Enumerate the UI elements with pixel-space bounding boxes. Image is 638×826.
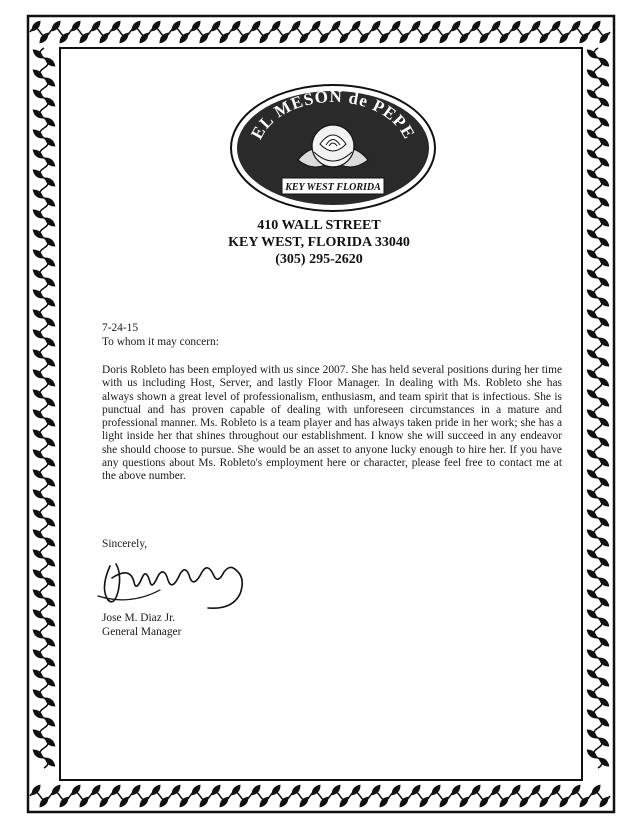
- letter-greeting: To whom it may concern:: [102, 336, 219, 348]
- letter-closing: Sincerely,: [102, 538, 148, 550]
- signer-name: Jose M. Diaz Jr.: [102, 612, 176, 624]
- letterhead-address: [150, 217, 488, 268]
- restaurant-logo: [228, 82, 438, 214]
- handwritten-signature: [90, 548, 270, 616]
- logo-bottom-text: KEY WEST FLORIDA: [285, 182, 381, 193]
- signer-title: General Manager: [102, 626, 182, 638]
- street-address: 410 WALL STREET: [257, 218, 381, 233]
- letter-date: 7-24-15: [102, 322, 139, 334]
- logo-top-text: EL MESON de PEPE: [247, 86, 419, 143]
- city-state-zip: KEY WEST, FLORIDA 33040: [228, 235, 410, 250]
- phone-number: (305) 295-2620: [275, 252, 363, 267]
- letter-body: Doris Robleto has been employed with us since 2007. She has held several positions during her time with us including Host, Server, and lastly Floor Manager. In dealing with Ms. Robleto she has always shown a great level of professionalism, enthusiasm, and team spirit that is infectious. She is punctual and has proven capable of dealing with unforeseen circumstances in a mature and professional manner. Ms. Robleto is a team player and has always taken pride in her work; she has a light inside her that shines throughout our establishment. I know she will succeed in any endeavor she should choose to pursue. She would be an asset to anyone lucky enough to hire her. If you have any questions about Ms. Robleto's employment here or character, please feel free to contact me at the above number.: [102, 364, 562, 483]
